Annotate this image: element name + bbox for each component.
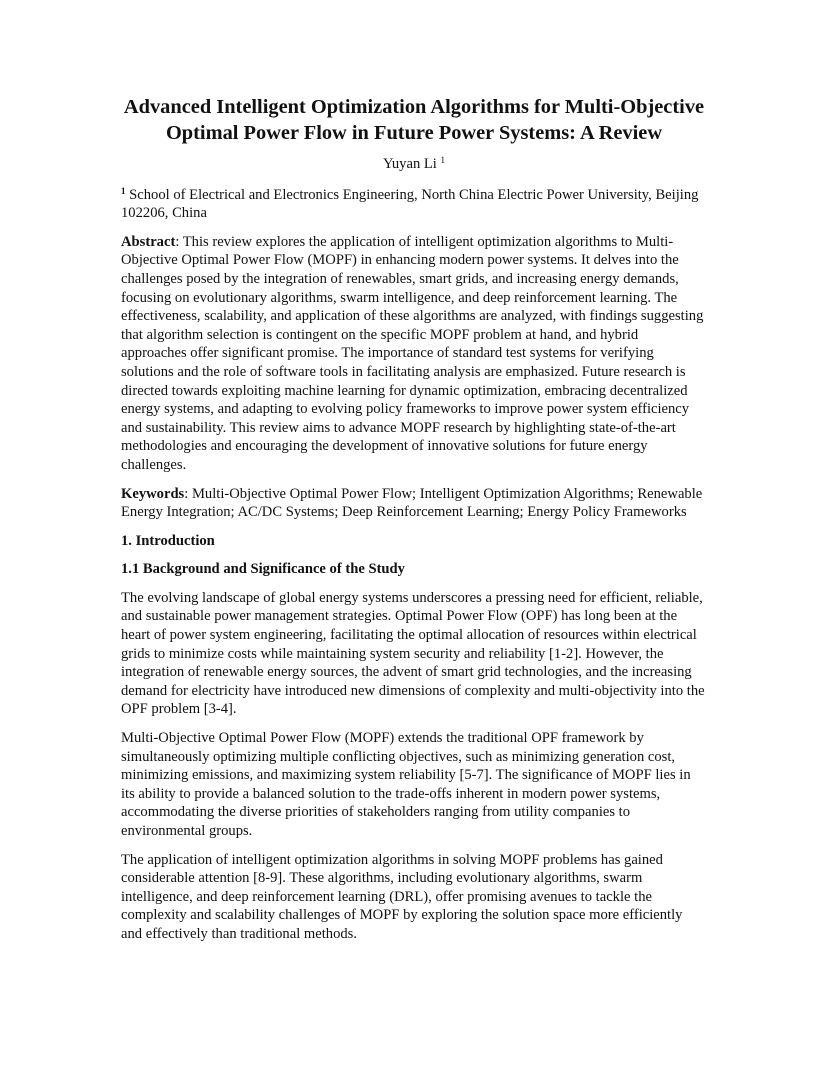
affiliation-text: School of Electrical and Electronics Engineering, North China Electric Power University, Beijing 102206, China — [121, 186, 699, 222]
abstract-text: : This review explores the application of intelligent optimization algorithms to Multi-Objective Optimal Power Flow (MOPF) in enhancing modern power systems. It delves into the challenges posed by the integration of renewables, smart grids, and increasing energy demands, focusing on evolutionary algorithms, swarm intelligence, and deep reinforcement learning. The effectiveness, scalability, and application of these algorithms are analyzed, with findings suggesting that algorithm selection is contingent on the specific MOPF problem at hand, and hybrid approaches offer significant promise. The importance of standard test systems for verifying solutions and the role of software tools in facilitating analysis are emphasized. Future research is directed towards exploiting machine learning for dynamic optimization, embracing decentralized energy systems, and adapting to evolving policy frameworks to improve power system efficiency and sustainability. This review aims to advance MOPF research by highlighting state-of-the-art methodologies and encouraging the development of innovative solutions for future energy challenges. — [121, 233, 704, 473]
paper-title-line-2: Optimal Power Flow in Future Power Systems: A Review — [165, 122, 663, 144]
author-name: Yuyan Li — [382, 156, 437, 172]
paper-title-line-1: Advanced Intelligent Optimization Algorithms for Multi-Objective — [123, 96, 705, 118]
paragraph: The application of intelligent optimization algorithms in solving MOPF problems has gained considerable attention [8-9]. These algorithms, including evolutionary algorithms, swarm intelligence, and deep reinforcement learning (DRL), offer promising avenues to tackle the complexity and scalability challenges of MOPF by exploring the solution space more efficiently and effectively than traditional methods. — [121, 851, 683, 942]
author-affiliation-marker: 1 — [440, 155, 446, 165]
section-heading-introduction: 1. Introduction — [121, 532, 215, 549]
author-line — [121, 155, 707, 174]
keywords-label: Keywords — [121, 485, 185, 502]
affiliation — [121, 186, 707, 223]
paragraph: The evolving landscape of global energy systems underscores a pressing need for efficient, reliable, and sustainable power management strategies. Optimal Power Flow (OPF) has long been at the heart of power system engineering, facilitating the optimal allocation of resources within electrical grids to minimize costs while maintaining system security and reliability [1-2]. However, the integration of renewable energy sources, the advent of smart grid technologies, and the increasing demand for electricity have introduced new dimensions of complexity and multi-objectivity into the OPF problem [3-4]. — [121, 589, 705, 718]
subsection-heading-background: 1.1 Background and Significance of the Study — [121, 561, 405, 578]
paragraph: Multi-Objective Optimal Power Flow (MOPF) extends the traditional OPF framework by simultaneously optimizing multiple conflicting objectives, such as minimizing generation cost, minimizing emissions, and maximizing system reliability [5-7]. The significance of MOPF lies in its ability to provide a balanced solution to the trade-offs inherent in modern power systems, accommodating the diverse priorities of stakeholders ranging from utility companies to environmental groups. — [121, 730, 691, 839]
keywords — [121, 485, 707, 522]
affiliation-marker: 1 — [121, 185, 126, 196]
keywords-text: : Multi-Objective Optimal Power Flow; Intelligent Optimization Algorithms; Renewable Energy Integration; AC/DC Systems; Deep Reinforcement Learning; Energy Policy Frameworks — [121, 485, 703, 521]
abstract — [121, 233, 707, 475]
abstract-label: Abstract — [121, 233, 176, 250]
paper-title — [121, 94, 707, 146]
